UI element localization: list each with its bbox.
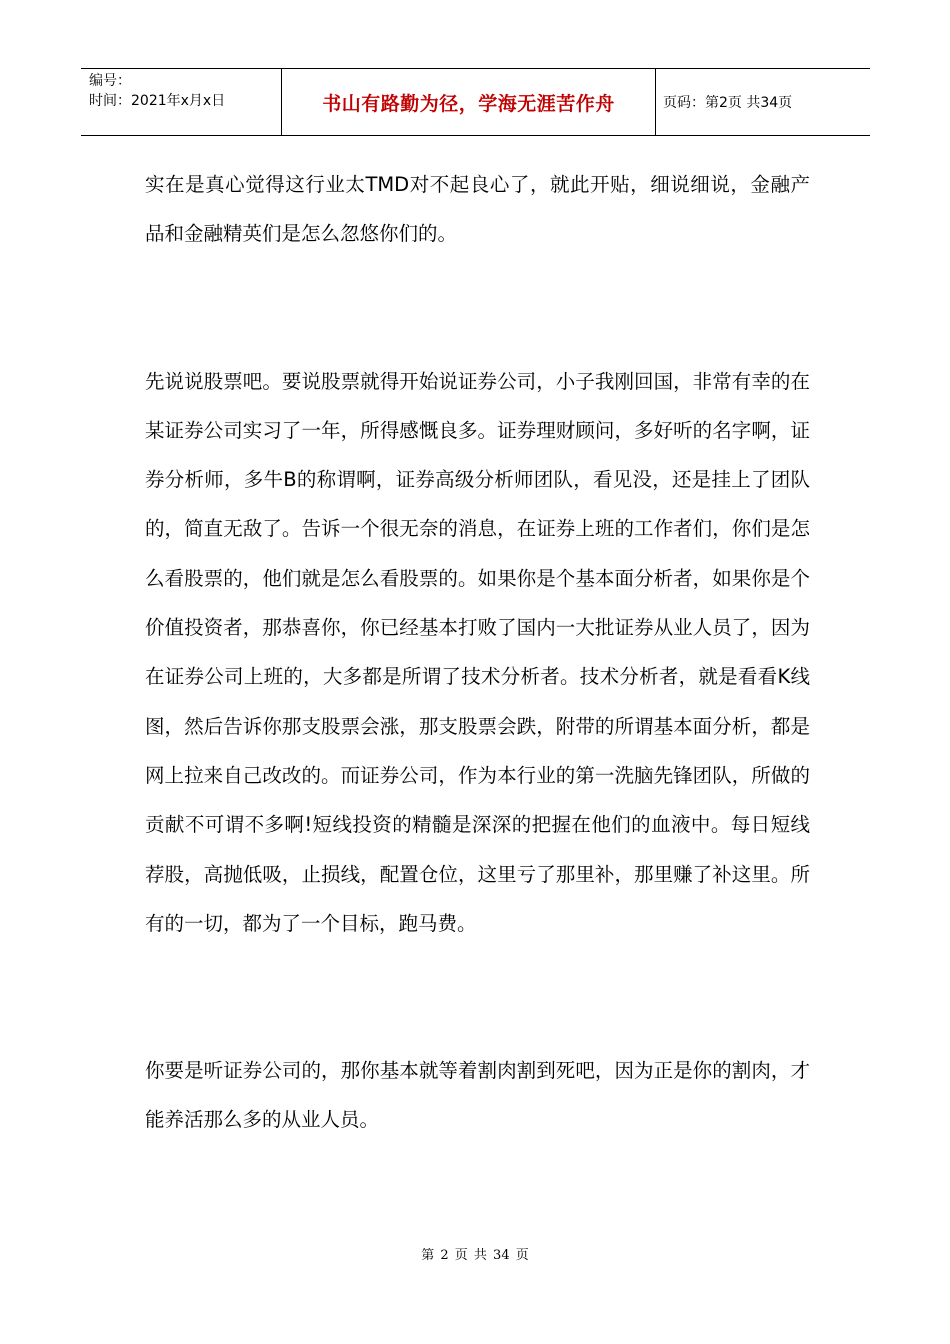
- document-body: [145, 160, 810, 1145]
- page-footer: 第 2 页 共 34 页: [421, 1248, 529, 1263]
- header-page-info: 页码：第2页 共34页: [663, 95, 793, 111]
- header-meta: [89, 71, 279, 111]
- paragraph-stocks: 先说说股票吧。要说股票就得开始说证券公司，小子我刚回国，非常有幸的在某证券公司实习了一年，所得感慨良多。证券理财顾问，多好听的名字啊，证券分析师，多牛B的称谓啊，证券高级分析师团队，看见没，还是挂上了团队的，简直无敌了。告诉一个很无奈的消息，在证券上班的工作者们，你们是怎么看股票的，他们就是怎么看股票的。如果你是个基本面分析者，如果你是个价值投资者，那恭喜你，你已经基本打败了国内一大批证券从业人员了，因为在证券公司上班的，大多都是所谓了技术分析者。技术分析者，就是看看K线图，然后告诉你那支股票会涨，那支股票会跌，附带的所谓基本面分析，都是网上拉来自己改改的。而证券公司，作为本行业的第一洗脑先锋团队，所做的贡献不可谓不多啊!短线投资的精髓是深深的把握在他们的血液中。每日短线荐股，高抛低吸，止损线，配置仓位，这里亏了那里补，那里赚了补这里。所有的一切，都为了一个目标，跑马费。: [145, 369, 810, 935]
- document-date-label: 时间：2021年x月x日: [89, 93, 226, 109]
- document-number-label: 编号：: [89, 73, 131, 89]
- header-divider-right: [655, 69, 656, 135]
- paragraph-spacer: [145, 948, 810, 1046]
- page-header: [81, 68, 870, 136]
- paragraph-spacer: [145, 259, 810, 357]
- paragraph-conclusion: 你要是听证券公司的，那你基本就等着割肉割到死吧，因为正是你的割肉，才能养活那么多的从业人员。: [145, 1059, 810, 1132]
- paragraph-intro: 实在是真心觉得这行业太TMD对不起良心了，就此开贴，细说细说，金融产品和金融精英们是怎么忽悠你们的。: [145, 173, 810, 246]
- header-motto: 书山有路勤为径，学海无涯苦作舟: [322, 92, 615, 115]
